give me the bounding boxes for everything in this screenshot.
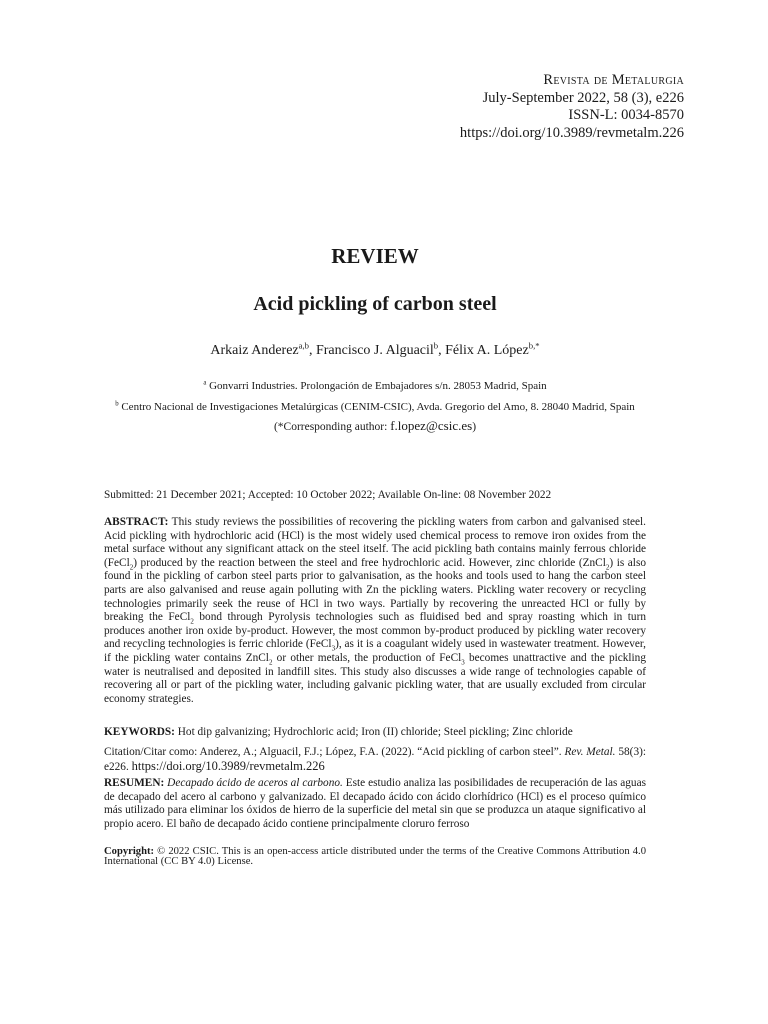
affiliation-text: Gonvarri Industries. Prolongación de Embajadores s/n. 28053 Madrid, Spain bbox=[209, 380, 547, 392]
article-title: Acid pickling of carbon steel bbox=[253, 293, 497, 315]
resumen-label: RESUMEN: bbox=[104, 777, 165, 789]
citation-journal: Rev. Metal. bbox=[564, 746, 616, 758]
section-label: REVIEW bbox=[331, 244, 419, 268]
abstract-text: bond through Pyrolysis technologies such as fluidised bed and spray roasting which in turn produces another iron oxide by-product. However, the most common by-product produced by pickling water recovery and recycling technologies is ferric chloride (FeCl bbox=[104, 611, 646, 651]
issue-info: July-September 2022, 58 (3), e226 bbox=[482, 89, 684, 106]
issn: ISSN-L: 0034-8570 bbox=[568, 107, 684, 123]
author-name: Félix A. López bbox=[445, 343, 529, 358]
author-affil-marker: b bbox=[433, 340, 439, 351]
subscript: 2 bbox=[129, 563, 134, 572]
citation-text: Citation/Citar como: Anderez, A.; Alguacil, F.J.; López, F.A. (2022). “Acid pickling of carbon steel”. bbox=[104, 746, 565, 758]
affiliation-b bbox=[0, 401, 750, 413]
abstract bbox=[104, 516, 646, 706]
author-list: Arkaiz Anderez$^{a,b}$, Francisco J. Alguacil$^b$, Félix A. López$^{b,*}$ bbox=[210, 340, 540, 358]
abstract-text: ) produced by the reaction between the steel and free hydrochloric acid. However, zinc chloride (ZnCl bbox=[133, 556, 606, 569]
abstract-label: ABSTRACT: bbox=[104, 516, 169, 528]
corresponding-suffix: ) bbox=[472, 421, 477, 433]
subscript: 2 bbox=[605, 563, 610, 572]
author-affil-marker: a,b bbox=[298, 340, 309, 351]
abstract-text: ), as it is a coagulant widely used in wastewater treatment. However, if the pickling water contains ZnCl bbox=[104, 638, 646, 664]
journal-masthead bbox=[264, 72, 684, 142]
abstract-text: or other metals, the production of FeCl bbox=[272, 651, 462, 664]
keywords-text: Hot dip galvanizing; Hydrochloric acid; Iron (II) chloride; Steel pickling; Zinc chloride bbox=[174, 726, 573, 738]
affiliation-marker: a bbox=[203, 379, 207, 387]
author-name: Francisco J. Alguacil bbox=[315, 343, 434, 358]
copyright-text: © 2022 CSIC. This is an open-access article distributed under the terms of the Creative Commons Attribution 4.0 International (CC BY 4.0) License. bbox=[104, 846, 646, 867]
copyright-label: Copyright: bbox=[104, 846, 155, 857]
author-affil-marker: b,* bbox=[528, 340, 540, 351]
corresponding-prefix: (*Corresponding author: bbox=[273, 421, 391, 433]
corresponding-email[interactable]: f.lopez@csic.es bbox=[390, 418, 473, 433]
subscript: 2 bbox=[190, 617, 194, 626]
affiliation-text: Centro Nacional de Investigaciones Metalúrgicas (CENIM-CSIC), Avda. Gregorio del Amo, 8. 28040 Madrid, Spain bbox=[121, 401, 635, 413]
citation-volume: 58(3): e226. bbox=[104, 746, 646, 773]
abstract-text: becomes unattractive and the pickling water is neutralised and deposited in landfill sites. This study also discusses a wide range of technologies capable of recovering all or part of the pickling water, including galvanic pickling water, that are usually excluded from circular economy strategies. bbox=[104, 651, 646, 705]
citation-doi-link[interactable]: https://doi.org/10.3989/revmetalm.226 bbox=[131, 758, 325, 773]
submission-dates: Submitted: 21 December 2021; Accepted: 10 October 2022; Available On-line: 08 November 2022 bbox=[104, 489, 552, 501]
affiliation-a bbox=[0, 380, 750, 392]
citation bbox=[104, 746, 646, 774]
resumen-text: Este estudio analiza las posibilidades de recuperación de las aguas de decapado del acero al carbono y galvanizado. El decapado ácido con ácido clorhídrico (HCl) es el proceso químico más utilizado para eliminar los óxidos de hierro de la superficie del metal sin que se produzca un ataque significativo al propio acero. El baño de decapado ácido contiene principalmente cloruro ferroso bbox=[104, 777, 646, 830]
journal-name: Revista de Metalurgia bbox=[543, 72, 684, 88]
subscript: 3 bbox=[461, 658, 465, 667]
subscript: 3 bbox=[331, 644, 336, 653]
subscript: 2 bbox=[268, 658, 273, 667]
keywords-label: KEYWORDS: bbox=[104, 726, 175, 738]
corresponding-author bbox=[0, 418, 750, 434]
doi-link[interactable]: https://doi.org/10.3989/revmetalm.226 bbox=[459, 124, 684, 141]
abstract-text: This study reviews the possibilities of recovering the pickling waters from carbon and galvanised steel. Acid pickling with hydrochloric acid (HCl) is the most widely used chemical process to remove iron oxides from the metal surface without any significant attack on the steel itself. The acid pickling bath contains mainly ferrous chloride (FeCl bbox=[104, 516, 646, 569]
copyright-notice bbox=[104, 847, 646, 867]
resumen-title: Decapado ácido de aceros al carbono. bbox=[164, 777, 343, 789]
resumen bbox=[104, 777, 646, 831]
author-name: Arkaiz Anderez bbox=[210, 343, 299, 358]
abstract-text: ) is also found in the pickling of carbon steel parts prior to galvanisation, as the hooks and tools used to hang the carbon steel parts are also galvanised and reuse again polluting with Zn the pickling waters. Pickling water recovery or recycling technologies primarily seek the reuse of HCl in two ways. Partially by recovering the unreacted HCl or fully by breaking the FeCl bbox=[104, 556, 646, 624]
keywords bbox=[104, 726, 646, 740]
affiliation-marker: b bbox=[115, 400, 119, 408]
